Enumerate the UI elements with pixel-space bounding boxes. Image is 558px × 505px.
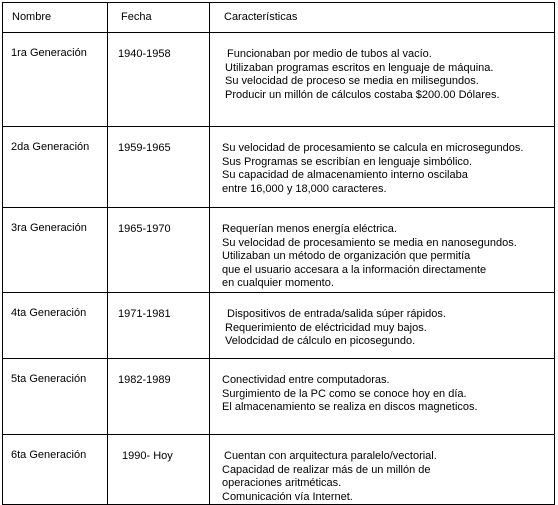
feature-line: Utilizaban programas escritos en lenguaje de máquina. (225, 61, 494, 74)
header-caracteristicas: Características (210, 3, 555, 33)
generation-features (210, 293, 555, 359)
generation-date: 1990- Hoy (108, 435, 210, 505)
feature-line: que el usuario accesara a la información directamente (222, 263, 487, 276)
table-row (3, 359, 555, 435)
feature-line: Comunicación vía Internet. (222, 490, 353, 503)
feature-line: Utilizaban un método de organización que permitía (222, 250, 471, 262)
feature-line: Funcionaban por medio de tubos al vacío. (227, 48, 432, 60)
feature-line: Cuentan con arquitectura paralelo/vectorial. (224, 450, 437, 462)
table-row (3, 293, 555, 359)
generation-name: 6ta Generación (3, 435, 108, 505)
feature-line: Su velocidad de procesamiento se calcula en microsegundos. (222, 142, 524, 154)
feature-line: Capacidad de realizar más de un millón de (222, 463, 431, 476)
feature-line: Su capacidad de almacenamiento interno oscilaba (222, 169, 468, 181)
generation-name: 4ta Generación (3, 293, 108, 359)
generation-name: 3ra Generación (3, 208, 108, 293)
generation-features (210, 208, 555, 293)
generation-date: 1982-1989 (108, 359, 210, 435)
generation-date: 1940-1958 (108, 33, 210, 127)
feature-line: Surgimiento de la PC como se conoce hoy en día. (222, 387, 467, 400)
header-fecha: Fecha (108, 3, 210, 33)
generation-date: 1971-1981 (108, 293, 210, 359)
feature-line: Conectividad entre computadoras. (222, 374, 390, 386)
generation-features (210, 435, 555, 505)
generation-date: 1959-1965 (108, 127, 210, 208)
header-nombre: Nombre (3, 3, 108, 33)
feature-line: Velodcidad de cálculo en picosegundo. (225, 335, 416, 347)
table-row (3, 435, 555, 505)
generation-features (210, 359, 555, 435)
generation-name: 2da Generación (3, 127, 108, 208)
feature-line: Sus Programas se escribían en lenguaje simbólico. (222, 155, 473, 168)
feature-line: Su velocidad de procesamiento se media en nanosegundos. (222, 236, 517, 249)
feature-line: Producir un millón de cálculos costaba $200.00 Dólares. (225, 88, 500, 101)
generation-name: 5ta Generación (3, 359, 108, 435)
table-row (3, 33, 555, 127)
header-row (3, 3, 555, 33)
table-row (3, 208, 555, 293)
feature-line: El almacenamiento se realiza en discos magneticos. (222, 401, 478, 413)
feature-line: Requerimiento de eléctricidad muy bajos. (225, 321, 427, 334)
generations-table-container (2, 2, 554, 501)
generation-features (210, 127, 555, 208)
feature-line: operaciones aritméticas. (222, 477, 342, 489)
feature-line: Requerían menos energía eléctrica. (222, 223, 397, 235)
generation-features (210, 33, 555, 127)
generation-date: 1965-1970 (108, 208, 210, 293)
generation-name: 1ra Generación (3, 33, 108, 127)
table-row (3, 127, 555, 208)
feature-line: Su velocidad de proceso se media en milisegundos. (225, 75, 479, 87)
feature-line: entre 16,000 y 18,000 caracteres. (222, 182, 387, 195)
feature-line: en cualquier momento. (222, 277, 334, 289)
feature-line: Dispositivos de entrada/salida súper rápidos. (227, 308, 446, 320)
computer-generations-table (2, 2, 555, 505)
